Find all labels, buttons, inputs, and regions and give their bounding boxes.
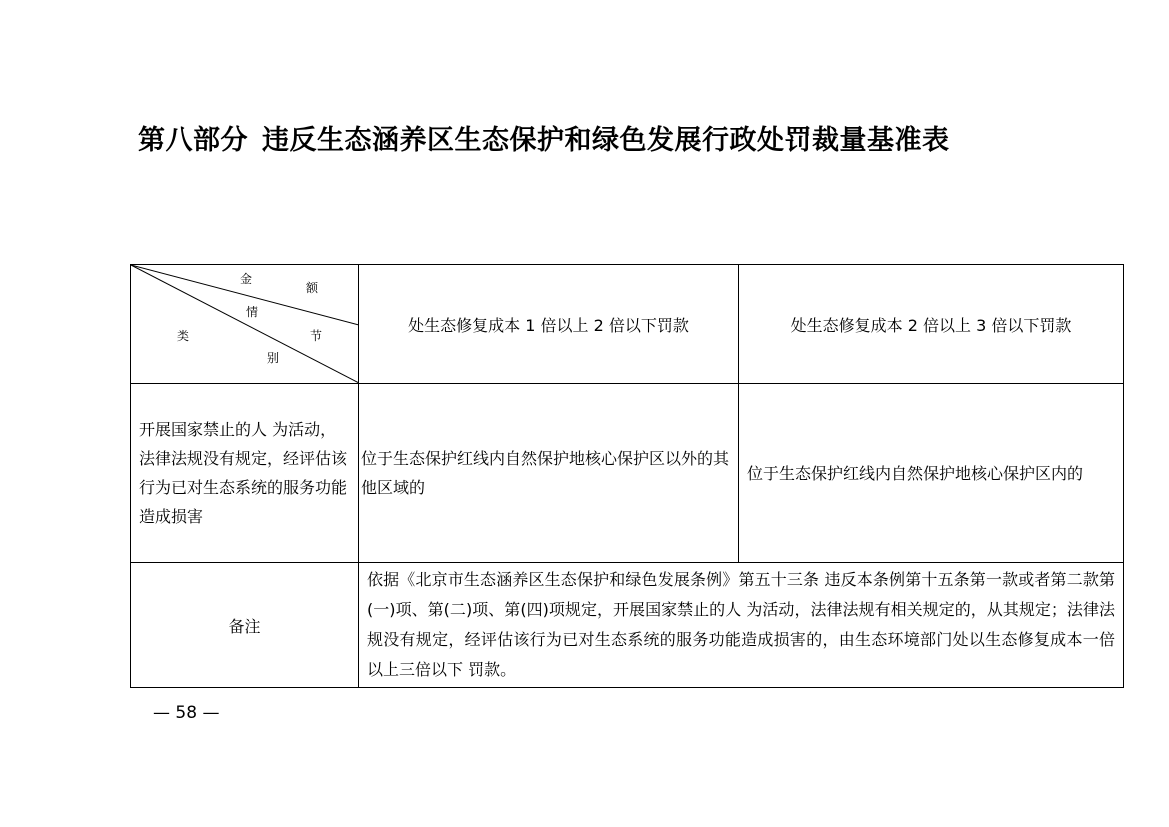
note-text: 依据《北京市生态涵养区生态保护和绿色发展条例》第五十三条 违反本条例第十五条第一款或者第二款第(一)项、第(二)项、第(四)项规定，开展国家禁止的人 为活动，法律法规有相关规定的，从其规定；法律法规没有规定，经评估该行为已对生态系统的服务功能造成损害的，由生态环境部门处以生态修复成本一倍以上三倍以下 罚款。 bbox=[359, 563, 1124, 688]
diag-label-amount-1: 金 bbox=[240, 272, 253, 286]
diag-label-amount-2: 额 bbox=[306, 281, 319, 295]
diag-label-situation-1: 情 bbox=[246, 305, 259, 319]
category-cell: 开展国家禁止的人 为活动，法律法规没有规定，经评估该行为已对生态系统的服务功能造成损害 bbox=[131, 384, 359, 563]
column-header-2: 处生态修复成本 2 倍以上 3 倍以下罚款 bbox=[739, 265, 1124, 384]
page-number: — 58 — bbox=[153, 703, 220, 723]
condition-cell-2: 位于生态保护红线内自然保护地核心保护区内的 bbox=[739, 384, 1124, 563]
diagonal-header-cell bbox=[131, 265, 359, 384]
page-title bbox=[138, 118, 950, 157]
diag-label-category-1: 类 bbox=[177, 329, 190, 343]
note-row bbox=[131, 563, 1124, 688]
note-label: 备注 bbox=[131, 563, 359, 688]
column-header-1: 处生态修复成本 1 倍以上 2 倍以下罚款 bbox=[359, 265, 739, 384]
title-part: 第八部分 bbox=[138, 125, 248, 156]
diag-label-situation-2: 节 bbox=[310, 329, 323, 343]
table-header-row bbox=[131, 265, 1124, 384]
title-name: 违反生态涵养区生态保护和绿色发展行政处罚裁量基准表 bbox=[262, 125, 950, 156]
penalty-standard-table bbox=[130, 264, 1124, 688]
condition-cell-1: 位于生态保护红线内自然保护地核心保护区以外的其他区域的 bbox=[359, 384, 739, 563]
diag-label-category-2: 别 bbox=[267, 351, 280, 365]
table-row bbox=[131, 384, 1124, 563]
